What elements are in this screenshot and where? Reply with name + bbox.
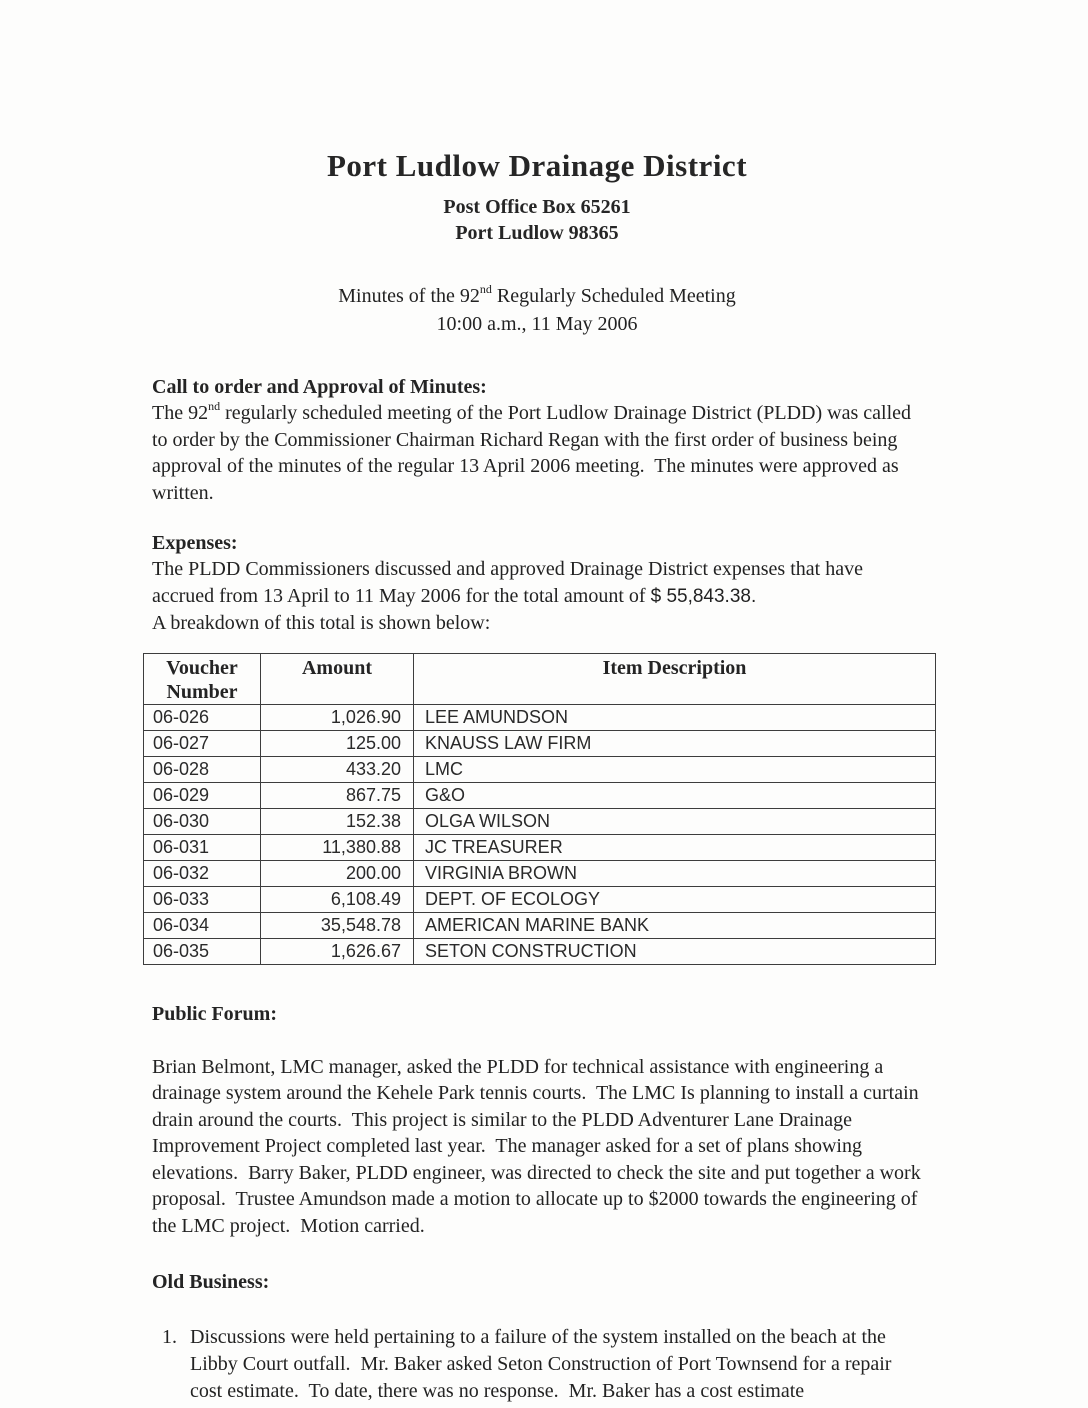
cell-amount: 6,108.49	[261, 886, 414, 912]
cell-voucher-number: 06-034	[144, 912, 261, 938]
cell-item-description: JC TREASURER	[414, 834, 936, 860]
table-row	[144, 704, 936, 730]
ordinal-suffix: nd	[208, 399, 221, 414]
table-row	[144, 860, 936, 886]
expenses-total-amount: $ 55,843.38.	[650, 585, 757, 607]
cell-voucher-number: 06-026	[144, 704, 261, 730]
cell-item-description: DEPT. OF ECOLOGY	[414, 886, 936, 912]
public-forum-heading: Public Forum:	[152, 1002, 277, 1025]
cell-amount: 1,026.90	[261, 704, 414, 730]
ordinal-suffix: nd	[479, 282, 492, 297]
table-row	[144, 886, 936, 912]
cell-voucher-number: 06-029	[144, 782, 261, 808]
cell-amount: 1,626.67	[261, 938, 414, 964]
cell-voucher-number: 06-031	[144, 834, 261, 860]
call-to-order-paragraph	[152, 400, 922, 506]
call-to-order-heading: Call to order and Approval of Minutes:	[152, 376, 487, 398]
meeting-line-1-rest: Regularly Scheduled Meeting	[491, 285, 736, 307]
cell-voucher-number: 06-028	[144, 756, 261, 782]
cell-voucher-number: 06-035	[144, 938, 261, 964]
cell-voucher-number: 06-032	[144, 860, 261, 886]
cell-item-description: VIRGINIA BROWN	[414, 860, 936, 886]
cell-voucher-number: 06-033	[144, 886, 261, 912]
meeting-subtitle	[152, 282, 922, 338]
table-row	[144, 730, 936, 756]
cell-amount: 125.00	[261, 730, 414, 756]
cell-amount: 200.00	[261, 860, 414, 886]
cell-item-description: LEE AMUNDSON	[414, 704, 936, 730]
list-item-number: 1.	[162, 1326, 177, 1348]
cell-item-description: OLGA WILSON	[414, 808, 936, 834]
table-row	[144, 912, 936, 938]
page-title: Port Ludlow Drainage District	[326, 148, 748, 183]
public-forum-paragraph: Brian Belmont, LMC manager, asked the PLDD for technical assistance with engineering a drainage system around the Kehele Park tennis courts. The LMC Is planning to install a curtain drain around the courts. This project is similar to the PLDD Adventurer Lane Drainage Improvement Project completed last year. The manager asked for a set of plans showing elevations. Barry Baker, PLDD engineer, was directed to check the site and put together a work proposal. Trustee Amundson made a motion to allocate up to $2000 towards the engineering of the LMC project. Motion carried.	[152, 1055, 926, 1237]
expenses-heading: Expenses:	[152, 532, 238, 554]
meeting-line-2: 10:00 a.m., 11 May 2006	[436, 313, 638, 335]
address-line-2: Port Ludlow 98365	[455, 222, 619, 244]
cell-item-description: LMC	[414, 756, 936, 782]
cell-amount: 867.75	[261, 782, 414, 808]
list-item-text: Discussions were held pertaining to a failure of the system installed on the beach at the Libby Court outfall. Mr. Baker asked Seton Construction of Port Townsend for a repair cost estimate. To date, there was no response. Mr. Baker has a cost estimate	[190, 1326, 897, 1402]
cell-voucher-number: 06-030	[144, 808, 261, 834]
expense-table-body	[144, 704, 936, 964]
expenses-breakdown-line: A breakdown of this total is shown below:	[152, 612, 491, 634]
expense-table	[143, 653, 936, 965]
cell-item-description: G&O	[414, 782, 936, 808]
table-row	[144, 782, 936, 808]
call-to-order-text: The 92	[152, 402, 209, 424]
document-header	[152, 148, 922, 246]
meeting-line-1	[152, 282, 922, 310]
cell-amount: 11,380.88	[261, 834, 414, 860]
expenses-paragraph	[152, 556, 922, 610]
column-header-voucher-number: Voucher Number	[144, 653, 261, 704]
table-row	[144, 834, 936, 860]
old-business-item-1	[152, 1324, 922, 1405]
header-row	[144, 653, 936, 704]
table-row	[144, 938, 936, 964]
cell-amount: 433.20	[261, 756, 414, 782]
cell-amount: 35,548.78	[261, 912, 414, 938]
cell-item-description: KNAUSS LAW FIRM	[414, 730, 936, 756]
expense-table-header	[144, 653, 936, 704]
cell-item-description: AMERICAN MARINE BANK	[414, 912, 936, 938]
column-header-amount: Amount	[261, 653, 414, 704]
expenses-text: The PLDD Commissioners discussed and approved Drainage District expenses that have accrued from 13 April to 11 May 2006 for the total amount of	[152, 558, 868, 607]
cell-voucher-number: 06-027	[144, 730, 261, 756]
cell-amount: 152.38	[261, 808, 414, 834]
address-line-1: Post Office Box 65261	[443, 196, 631, 218]
table-row	[144, 808, 936, 834]
cell-item-description: SETON CONSTRUCTION	[414, 938, 936, 964]
column-header-item-description: Item Description	[414, 653, 936, 704]
meeting-line-1-text: Minutes of the 92	[338, 285, 480, 307]
table-row	[144, 756, 936, 782]
old-business-heading: Old Business:	[152, 1271, 270, 1293]
call-to-order-text-rest: regularly scheduled meeting of the Port Ludlow Drainage District (PLDD) was called to order by the Commissioner Chairman Richard Regan with the first order of business being approval of the minutes of the regular 13 April 2006 meeting. The minutes were approved as written.	[152, 402, 917, 504]
